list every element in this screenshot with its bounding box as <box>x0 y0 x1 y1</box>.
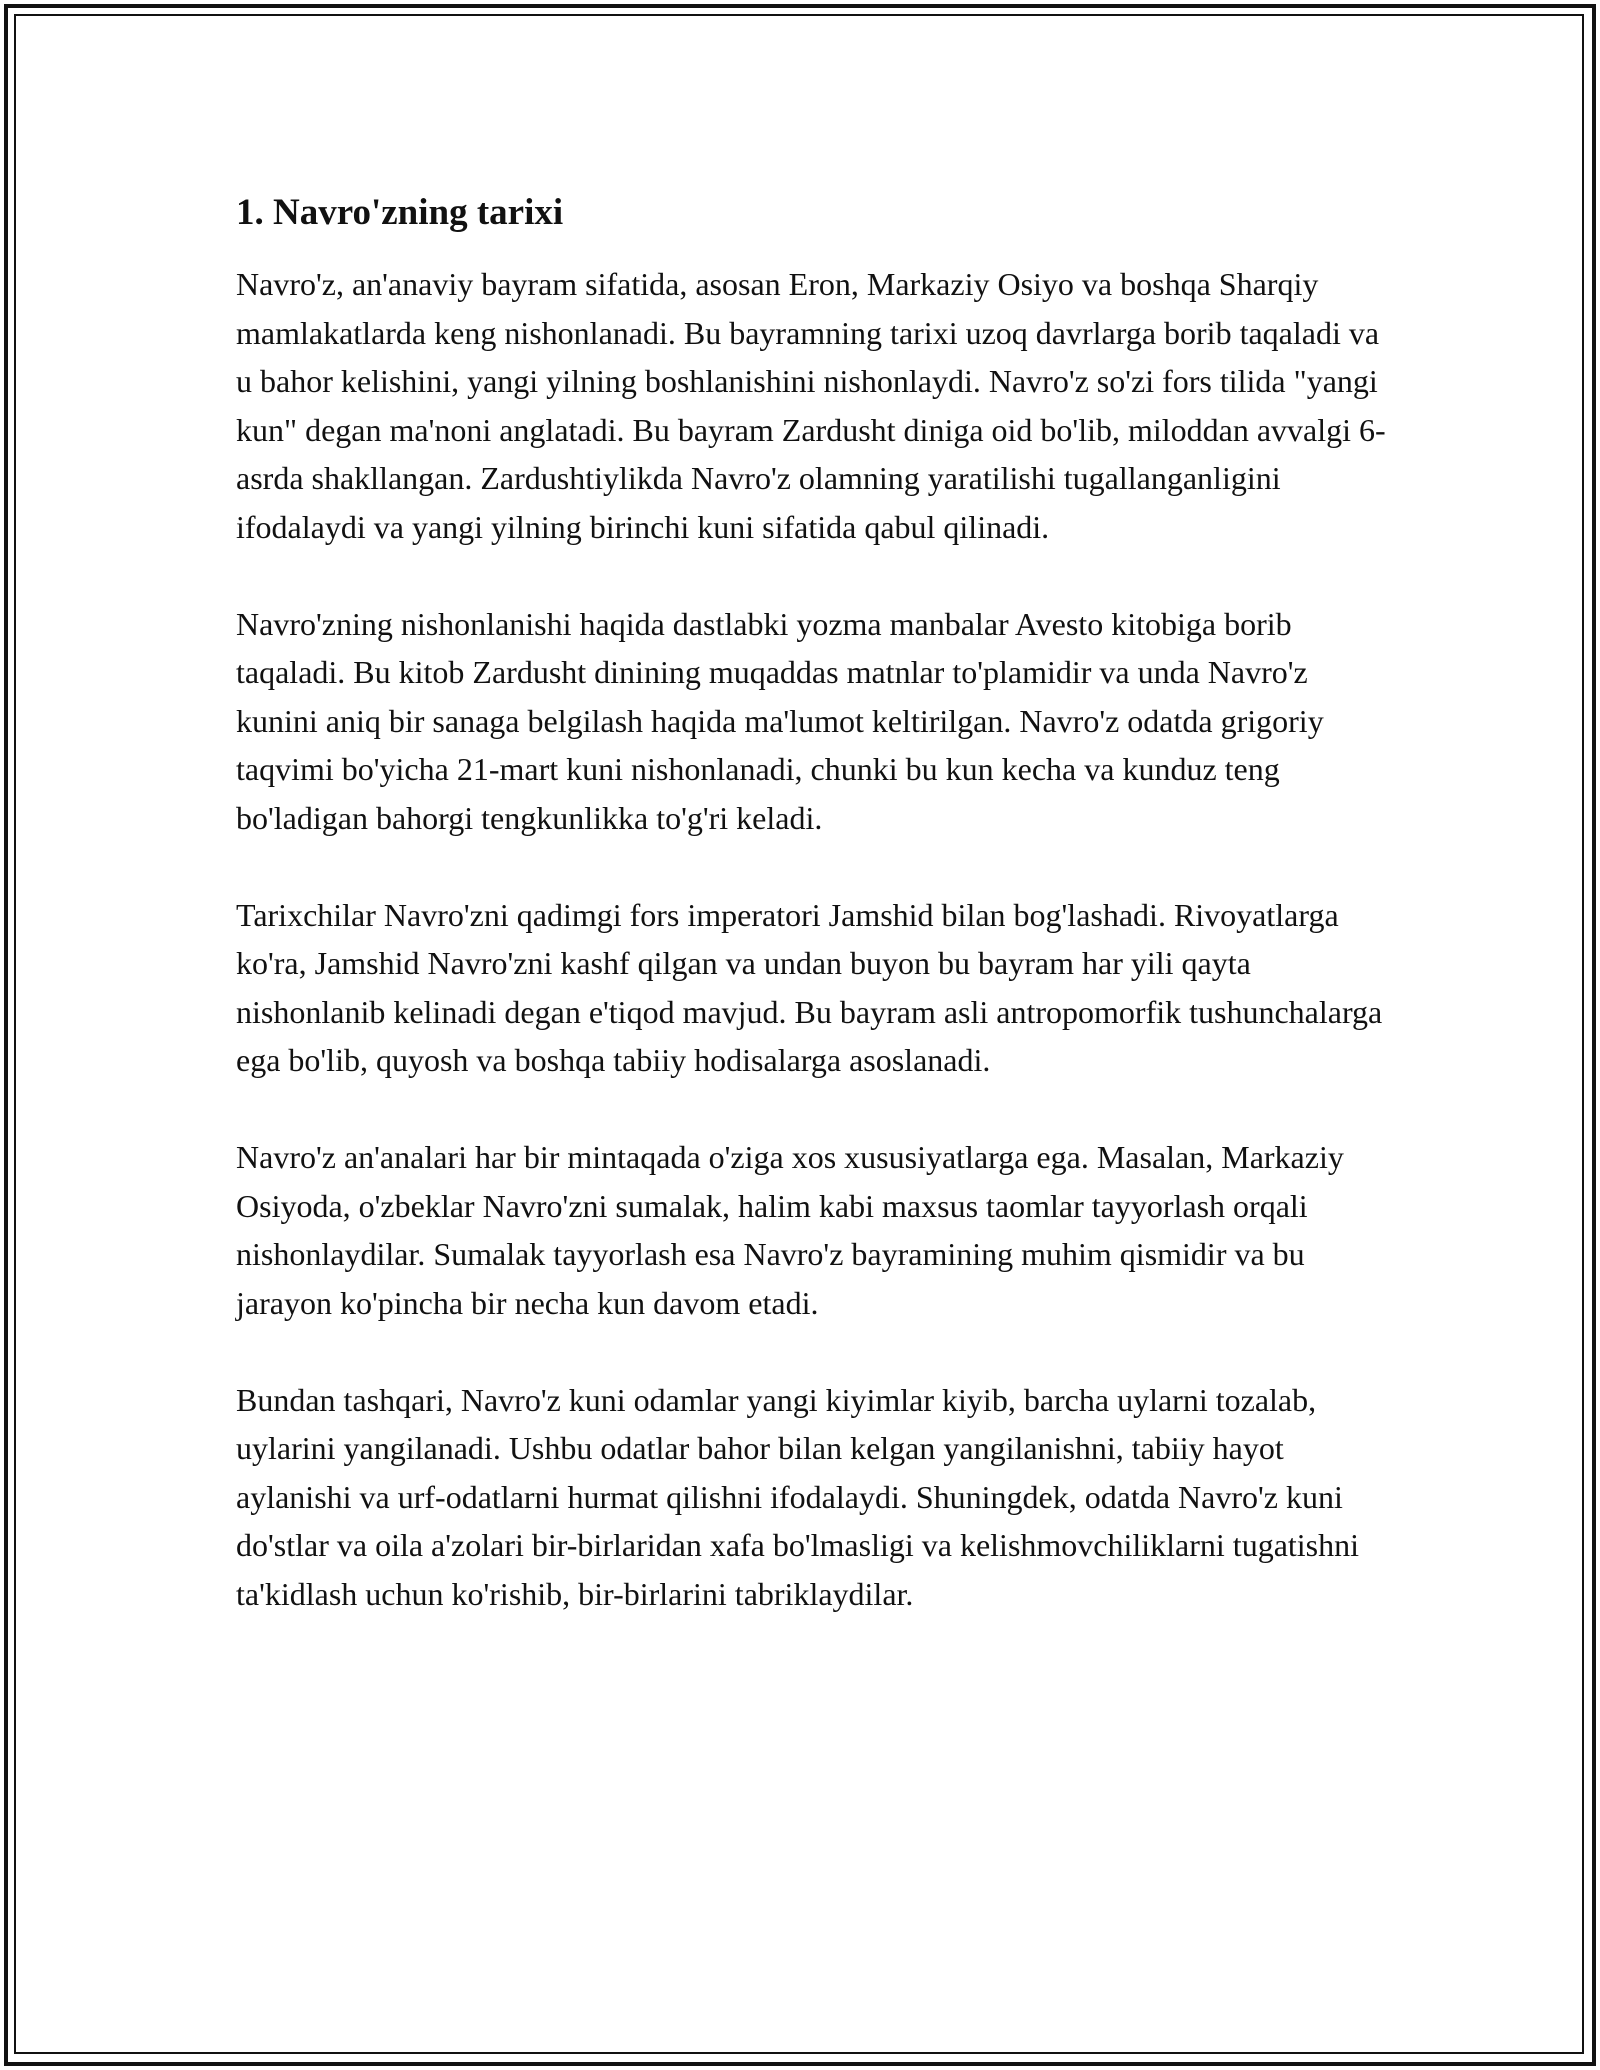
paragraph-customs: Bundan tashqari, Navro'z kuni odamlar yangi kiyimlar kiyib, barcha uylarni tozalab, uylarini yangilanadi. Ushbu odatlar bahor bilan kelgan yangilanishni, tabiiy hayot aylanishi va urf-odatlarni hurmat qilishni ifodalaydi. Shuningdek, odatda Navro'z kuni do'stlar va oila a'zolari bir-birlaridan xafa bo'lmasligi va kelishmovchiliklarni tugatishni ta'kidlash uchun ko'rishib, bir-birlarini tabriklaydilar. <box>236 1381 1360 1612</box>
section-heading: 1. Navro'zning tarixi <box>236 192 564 233</box>
paragraph-regional-traditions: Navro'z an'analari har bir mintaqada o'ziga xos xususiyatlarga ega. Masalan, Markaziy Osiyoda, o'zbeklar Navro'zni sumalak, halim kabi maxsus taomlar tayyorlash orqali nishonlaydilar. Sumalak tayyorlash esa Navro'z bayramining muhim qismidir va bu jarayon ko'pincha bir necha kun davom etadi. <box>236 1139 1344 1321</box>
paragraph-jamshid-legend: Tarixchilar Navro'zni qadimgi fors imperatori Jamshid bilan bog'lashadi. Rivoyatlarga ko'ra, Jamshid Navro'zni kashf qilgan va undan buyon bu bayram har yili qayta nishonlanib kelinadi degan e'tiqod mavjud. Bu bayram asli antropomorfik tushunchalarga ega bo'lib, quyosh va boshqa tabiiy hodisalarga asoslanadi. <box>236 896 1383 1078</box>
paragraph-history-intro: Navro'z, an'anaviy bayram sifatida, asosan Eron, Markaziy Osiyo va boshqa Sharqiy mamlakatlarda keng nishonlanadi. Bu bayramning tarixi uzoq davrlarga borib taqaladi va u bahor kelishini, yangi yilning boshlanishini nishonlaydi. Navro'z so'zi fors tilida "yangi kun" degan ma'noni anglatadi. Bu bayram Zardusht diniga oid bo'lib, miloddan avvalgi 6-asrda shakllangan. Zardushtiylikda Navro'z olamning yaratilishi tugallanganligini ifodalaydi va yangi yilning birinchi kuni sifatida qabul qilinadi. <box>236 266 1386 545</box>
document-body <box>236 186 1396 1667</box>
paragraph-avesto-sources: Navro'zning nishonlanishi haqida dastlabki yozma manbalar Avesto kitobiga borib taqaladi. Bu kitob Zardusht dinining muqaddas matnlar to'plamidir va unda Navro'z kunini aniq bir sanaga belgilash haqida ma'lumot keltirilgan. Navro'z odatda grigoriy taqvimi bo'yicha 21-mart kuni nishonlanadi, chunki bu kun kecha va kunduz teng bo'ladigan bahorgi tengkunlikka to'g'ri keladi. <box>236 605 1324 836</box>
